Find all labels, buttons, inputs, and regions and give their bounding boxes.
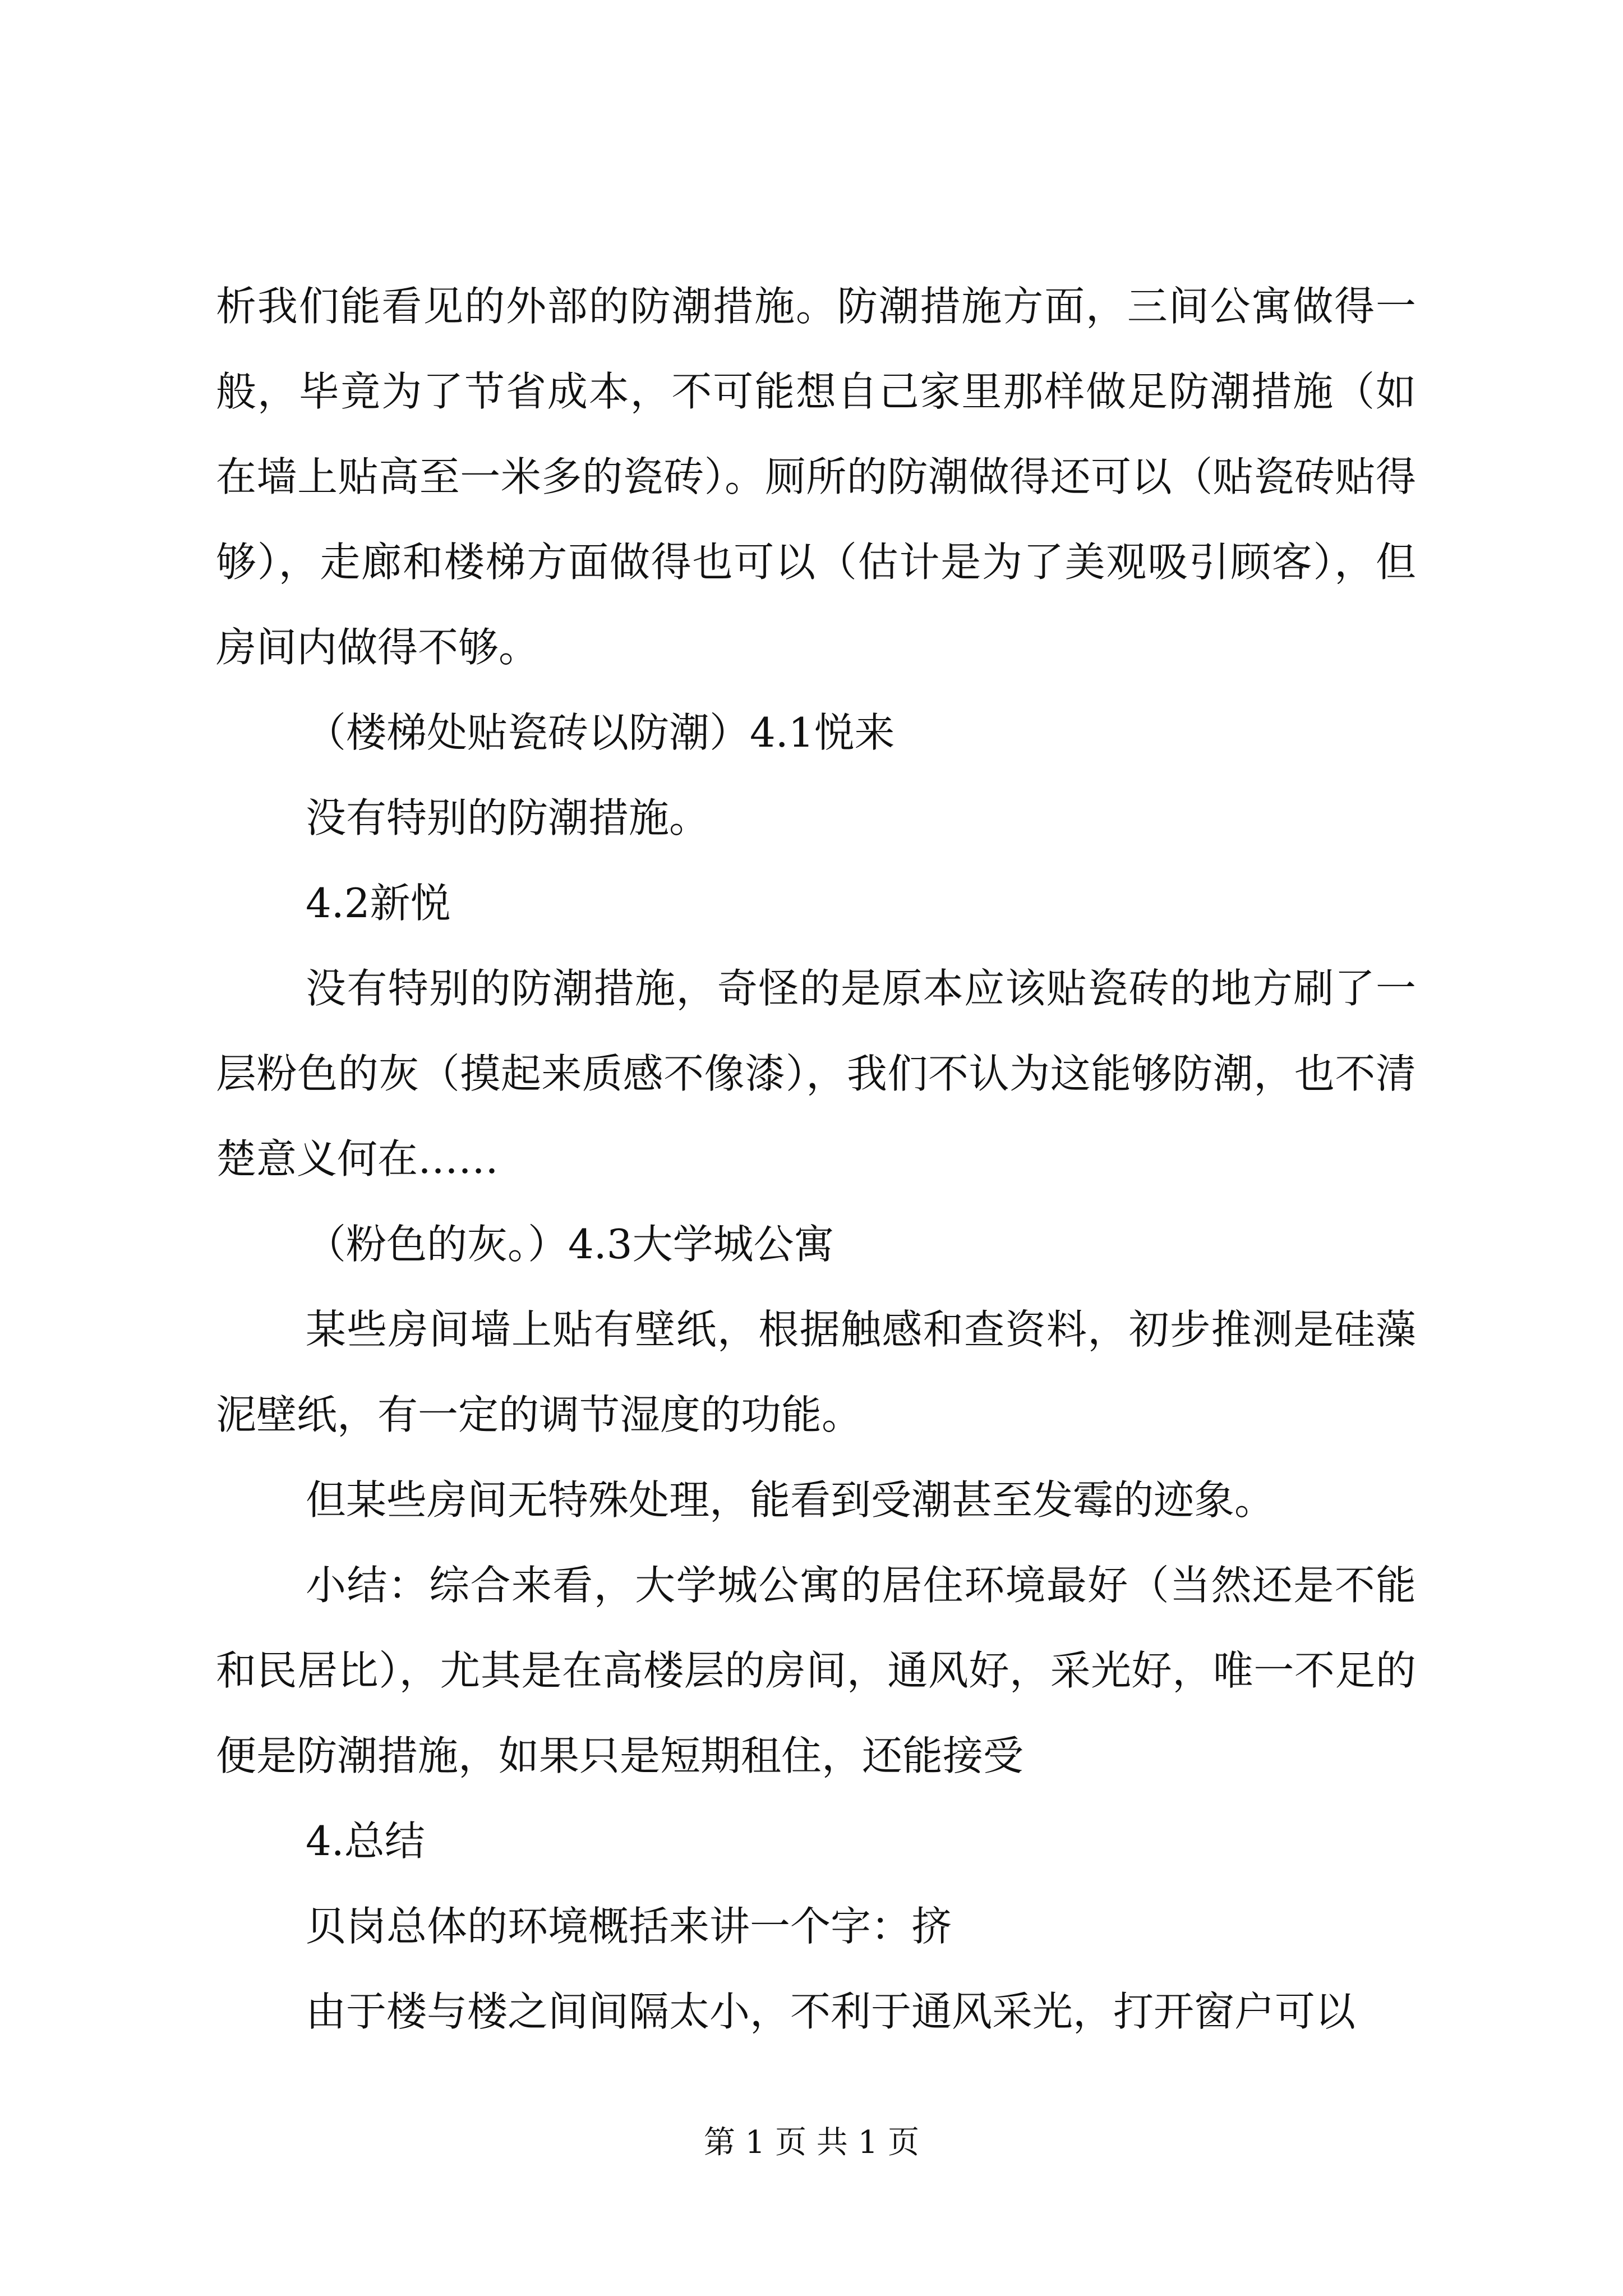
paragraph-1: 析我们能看见的外部的防潮措施。防潮措施方面，三间公寓做得一般，毕竟为了节省成本，不可能想自己家里那样做足防潮措施（如在墙上贴高至一米多的瓷砖）。厕所的防潮做得还可以（贴瓷砖贴得够），走廊和楼梯方面做得也可以（估计是为了美观吸引顾客），但房间内做得不够。	[216, 283, 1416, 671]
paragraph-9: 小结：综合来看，大学城公寓的居住环境最好（当然还是不能和民居比），尤其是在高楼层的房间，通风好，采光好，唯一不足的便是防潮措施，如果只是短期租住，还能接受	[216, 1562, 1416, 1779]
paragraph-10: 4.总结	[306, 1818, 425, 1865]
paragraph-3: 没有特别的防潮措施。	[306, 794, 710, 841]
paragraph-8: 但某些房间无特殊处理，能看到受潮甚至发霉的迹象。	[306, 1476, 1275, 1524]
paragraph-7: 某些房间墙上贴有壁纸，根据触感和查资料，初步推测是硅藻泥壁纸，有一定的调节湿度的功能。	[216, 1306, 1416, 1438]
paragraph-4: 4.2新悦	[306, 880, 451, 927]
paragraph-11: 贝岗总体的环境概括来讲一个字：挤	[306, 1903, 952, 1950]
document-body	[216, 264, 1416, 2054]
page-footer: 第 1 页 共 1 页	[703, 2124, 920, 2161]
paragraph-2: （楼梯处贴瓷砖以防潮）4.1悦来	[306, 709, 895, 756]
paragraph-12: 由于楼与楼之间间隔太小，不利于通风采光，打开窗户可以	[306, 1988, 1356, 2035]
paragraph-6: （粉色的灰。）4.3大学城公寓	[306, 1221, 834, 1268]
paragraph-5: 没有特别的防潮措施，奇怪的是原本应该贴瓷砖的地方刷了一层粉色的灰（摸起来质感不像漆），我们不认为这能够防潮，也不清楚意义何在……	[216, 965, 1416, 1182]
